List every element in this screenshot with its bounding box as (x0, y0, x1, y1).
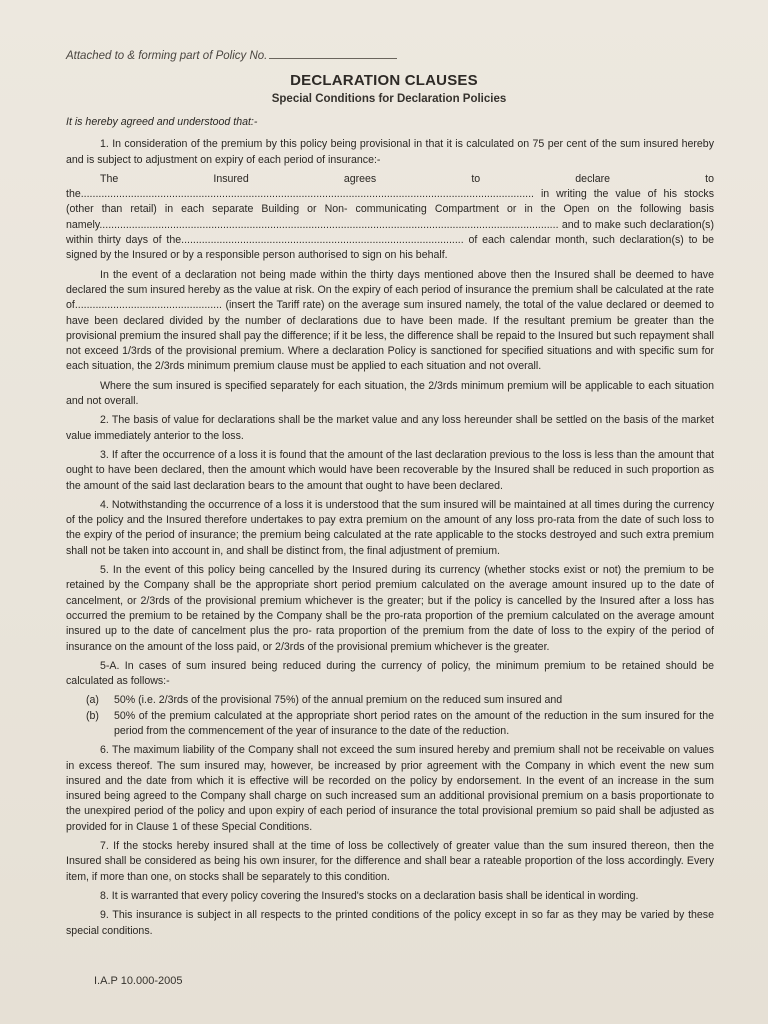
policy-number-blank (269, 58, 397, 59)
clause-5: 5. In the event of this policy being cancelled by the Insured during its currency (whether stocks exist or not) the premium to be retained by the Company shall be the appropriate short period premium calculated on the average amount insured up to the date of cancelment, or 2/3rds of the provisional premium whichever is the greater; but if the policy is cancelled by the Insured after a loss has occurred the premium to be retained by the Company shall be the pro-rata proportion of the premium calculated on the average amount insured up to the date of cancelment plus the pro- rata proportion of the premium from the date of loss to the expiry of the period of insurance on the amount of the loss paid, or 2/3rds of the provisional premium whichever is the greater. (66, 564, 714, 653)
clause-5a: 5-A. In cases of sum insured being reduced during the currency of policy, the minimum premium to be retained should be calculated as follows:- (66, 659, 714, 688)
clause-9: 9. This insurance is subject in all respects to the printed conditions of the policy except in so far as they may be varied by these special conditions. (66, 909, 714, 937)
clause-2: 2. The basis of value for declarations shall be the market value and any loss hereunder shall be settled on the basis of the market value immediately anterior to the loss. (66, 414, 714, 442)
document-title: DECLARATION CLAUSES (290, 72, 478, 89)
clause-6: 6. The maximum liability of the Company shall not exceed the sum insured hereby and premium shall not be receivable on values in excess thereof. The sum insured may, however, be increased by prior agreement with the Company in which event the new sum insured and the date from which it is effective will be recorded on the policy by endorsement. In the event of an increase in the sum insured being agreed to the Company shall charge on such increased sum an additional provisional premium on a basis proportionate to the unexpired period of the policy and upon expiry of each period of insurance the total provisional premium so paid shall be adjusted as provided for in Clause 1 of these Special Conditions. (66, 744, 714, 833)
item-b-label: (b) (86, 709, 99, 722)
intro-text: It is hereby agreed and understood that:- (66, 116, 258, 128)
clause-1-event: In the event of a declaration not being made within the thirty days mentioned above then the Insured shall be deemed to have declared the sum insured hereby as the value at risk. On the expiry of each period of insurance the premium shall be calculated at the rate of.................................................. (insert the Tariff rate) on the average sum insured namely, the total of the value declared or deemed to have been declared divided by the number of declarations due to have been made. If the resultant premium be greater than the provisional premium the insured shall pay the difference; if it be less, the difference shall be repaid to the Insured but such repayment shall not exceed 1/3rds of the provisional premium. Where a declaration Policy is sanctioned for specified situations and with specific sum for each situation, the 2/3rds minimum premium clause must be applied to each situation and not overall. (66, 268, 714, 373)
item-a-text: 50% (i.e. 2/3rds of the provisional 75%) of the annual premium on the reduced sum insured and (114, 694, 563, 707)
clause-3: 3. If after the occurrence of a loss it is found that the amount of the last declaration previous to the loss is less than the amount that ought to have been declared, then the amount which would have been recoverable by the Insured shall be reduced in such proportion as the amount of the said last declaration bears to the amount that ought to have been declared. (66, 448, 714, 492)
clause-4: 4. Notwithstanding the occurrence of a loss it is understood that the sum insured will be maintained at all times during the currency of the policy and the Insured therefore undertakes to pay extra premium on the amount of any loss pro-rata from the date of such loss to the expiry of the period of insurance; the premium being calculated at the rate applicable to the stocks destroyed and such extra premium shall not be taken into account in, and shall be distinct from, the final adjustment of premium. (66, 498, 714, 557)
attached-to-policy-line (66, 50, 397, 62)
clause-5a-item-b (86, 709, 714, 740)
clause-1-declaration: The Insured agrees to declare to the.......................................................................................................................................................... in writing the value of his stocks (other than retail) in each separate Building or Non- communicating Compartment or in the Open on the following basis namely............................................................................................................................................................ and to make such declaration(s) within thirty days of the................................................................................................ of each calendar month, such declaration(s) to be signed by the Insured or by a responsible person authorised to sign on his behalf. (66, 172, 714, 262)
attached-label: Attached to & forming part of Policy No. (66, 50, 268, 62)
clause-1-where: Where the sum insured is specified separately for each situation, the 2/3rds minimum premium will be applicable to each situation and not overall. (66, 379, 714, 408)
document-subtitle: Special Conditions for Declaration Policies (271, 93, 507, 105)
item-b-text: 50% of the premium calculated at the appropriate short period rates on the amount of the reduction in the sum insured for the period from the commencement of the year of insurance to the date of the reduction. (114, 709, 714, 737)
item-a-label: (a) (86, 694, 99, 707)
clause-5a-item-a (86, 693, 714, 708)
clause-1: 1. In consideration of the premium by this policy being provisional in that it is calculated on 75 per cent of the sum insured hereby and is subject to adjustment on expiry of each period of insurance:- (66, 138, 714, 166)
clause-7: 7. If the stocks hereby insured shall at the time of loss be collectively of greater value than the sum insured thereon, then the Insured shall be considered as being his own insurer, for the difference and shall bear a rateable proportion of the loss accordingly. Every item, if more than one, on stocks shall be separately to this condition. (66, 840, 714, 883)
clause-8: 8. It is warranted that every policy covering the Insured's stocks on a declaration basis shall be identical in wording. (100, 889, 639, 902)
clauses-body (66, 115, 714, 943)
form-code: I.A.P 10.000-2005 (94, 975, 183, 987)
